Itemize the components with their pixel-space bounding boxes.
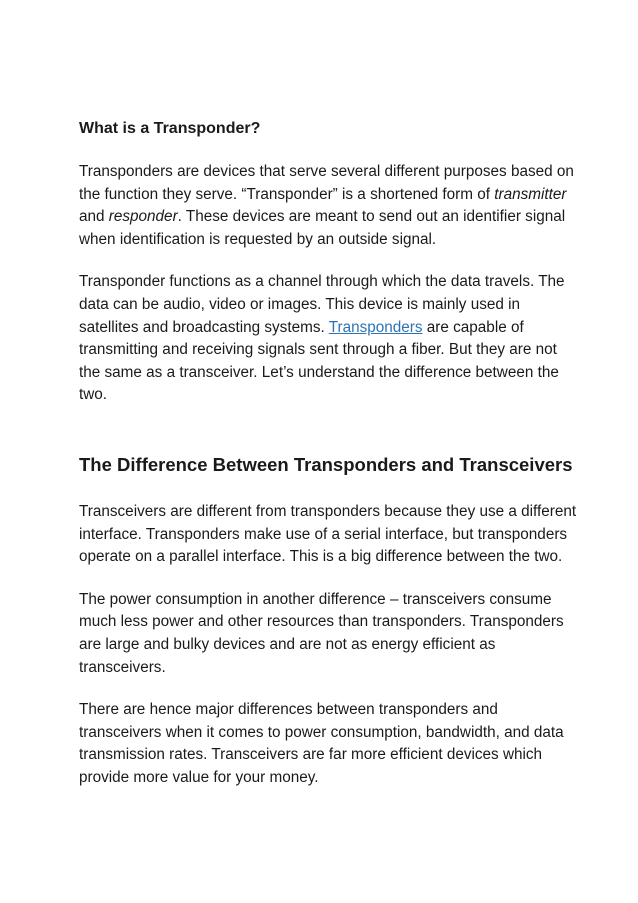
spacer <box>79 679 579 699</box>
paragraph-conclusion: There are hence major differences between transponders and transceivers when it comes to power consumption, bandwidth, and data transmission rates. Transceivers are far more efficient devices which provide more value for your money. <box>79 701 564 786</box>
paragraph-text: Transponder functions as a channel through which the data travels. The data can be audio, video or images. This device is mainly used in satellites and broadcasting systems. <box>79 273 565 336</box>
spacer <box>79 140 579 161</box>
paragraph-text: are capable of transmitting and receiving signals sent through a fiber. But they are not the same as a transceiver. Let’s understand the difference between the two. <box>79 318 559 404</box>
emphasis-transmitter: transmitter <box>494 185 567 203</box>
paragraph-text: . These devices are meant to send out an identifier signal when identification is requested by an outside signal. <box>79 208 566 248</box>
transponders-link[interactable]: Transponders <box>328 318 423 336</box>
spacer <box>79 407 579 453</box>
paragraph-transponder-functions <box>79 271 579 407</box>
paragraph-text: Transponders are devices that serve several different purposes based on the function they serve. “Transponder” is a shortened form of <box>79 163 574 203</box>
emphasis-responder: responder <box>108 208 178 226</box>
spacer <box>79 569 579 589</box>
section-title-what-is-transponder: What is a Transponder? <box>79 120 261 137</box>
paragraph-power-consumption: The power consumption in another difference – transceivers consume much less power and other resources than transponders. Transponders are large and bulky devices and are not as energy efficient as transceivers. <box>79 590 564 676</box>
document-page <box>79 118 579 789</box>
paragraph-text: and <box>79 208 109 226</box>
paragraph-transponder-definition <box>79 161 579 251</box>
spacer <box>79 251 579 271</box>
paragraph-interface-difference: Transceivers are different from transponders because they use a different interface. Transponders make use of a serial interface, but transponders operate on a parallel interface. This is a big difference between the two. <box>79 502 577 566</box>
section-title-difference: The Difference Between Transponders and Transceivers <box>79 453 573 475</box>
spacer <box>79 477 579 501</box>
